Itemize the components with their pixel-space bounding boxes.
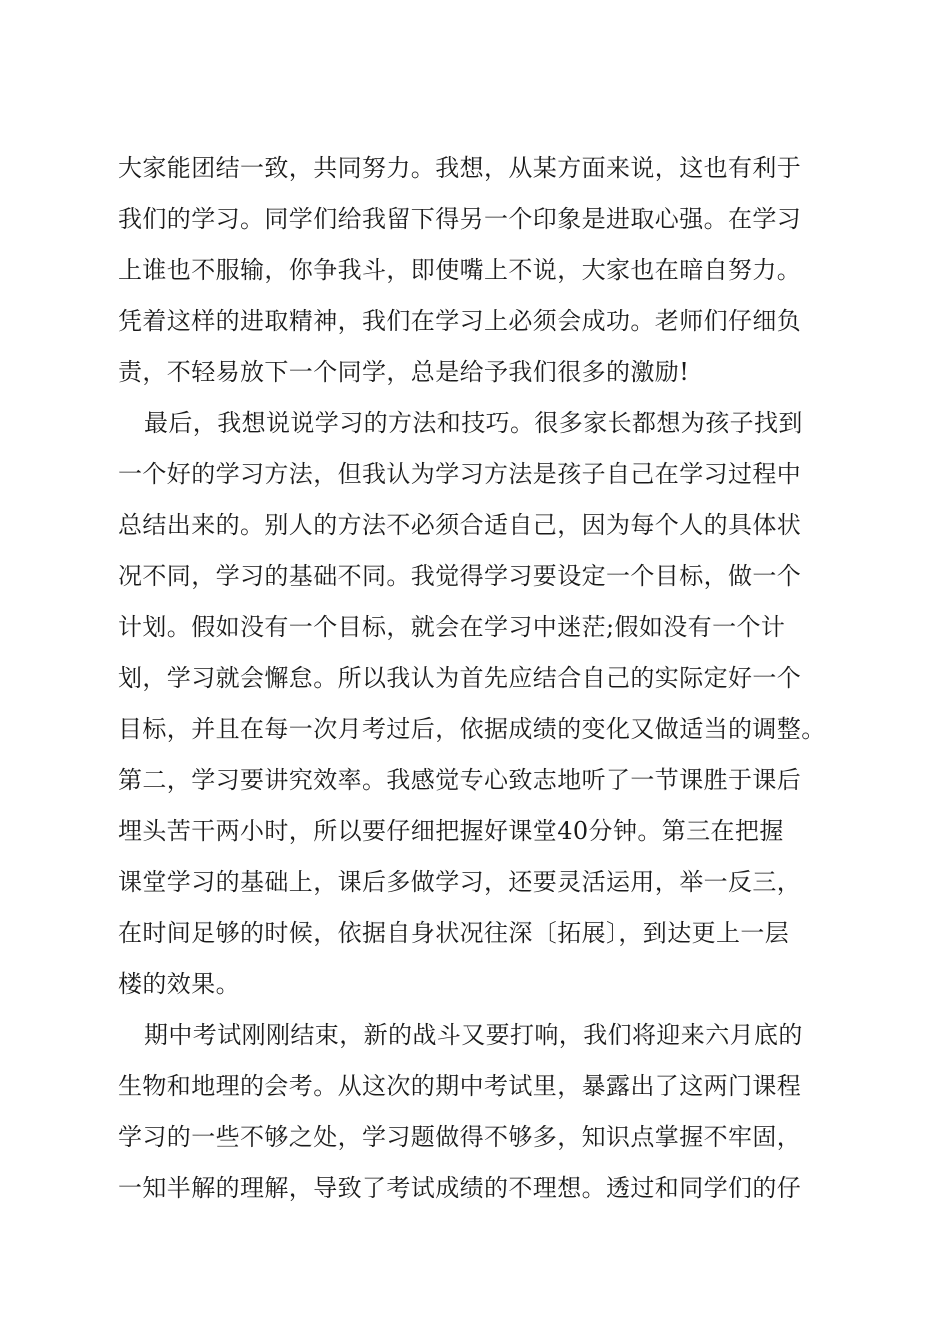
text-line: 凭着这样的进取精神，我们在学习上必须会成功。老师们仔细负 [118, 307, 802, 335]
text-line: 计划。假如没有一个目标，就会在学习中迷茫;假如没有一个计 [118, 613, 786, 641]
text-line: 总结出来的。别人的方法不必须合适自己，因为每个人的具体状 [118, 511, 802, 539]
text-line: 一个好的学习方法，但我认为学习方法是孩子自己在学习过程中 [118, 460, 802, 488]
text-line: 划，学习就会懈怠。所以我认为首先应结合自己的实际定好一个 [118, 664, 802, 692]
text-line: 大家能团结一致，共同努力。我想，从某方面来说，这也有利于 [118, 154, 802, 182]
text-line: 生物和地理的会考。从这次的期中考试里，暴露出了这两门课程 [118, 1072, 802, 1100]
text-line: 我们的学习。同学们给我留下得另一个印象是进取心强。在学习 [118, 205, 802, 233]
text-line: 学习的一些不够之处，学习题做得不够多，知识点掌握不牢固， [118, 1123, 802, 1151]
text-line: 第二，学习要讲究效率。我感觉专心致志地听了一节课胜于课后 [118, 766, 802, 794]
text-line: 楼的效果。 [118, 970, 240, 998]
text-line: 在时间足够的时候，依据自身状况往深〔拓展〕，到达更上一层 [118, 919, 790, 947]
document-body [118, 148, 838, 1219]
text-line: 目标，并且在每一次月考过后，依据成绩的变化又做适当的调整。 [118, 715, 826, 743]
text-line: 课堂学习的基础上，课后多做学习，还要灵活运用，举一反三， [118, 868, 802, 896]
text-line: 况不同，学习的基础不同。我觉得学习要设定一个目标，做一个 [118, 562, 802, 590]
text-line: 上谁也不服输，你争我斗，即使嘴上不说，大家也在暗自努力。 [118, 256, 802, 284]
paragraph-first-line: 期中考试刚刚结束，新的战斗又要打响，我们将迎来六月底的 [144, 1021, 803, 1049]
paragraph-first-line: 最后，我想说说学习的方法和技巧。很多家长都想为孩子找到 [144, 409, 803, 437]
text-line: 一知半解的理解，导致了考试成绩的不理想。透过和同学们的仔 [118, 1174, 802, 1202]
text-line: 责，不轻易放下一个同学，总是给予我们很多的激励! [118, 358, 690, 386]
text-line: 埋头苦干两小时，所以要仔细把握好课堂40分钟。第三在把握 [118, 817, 784, 845]
